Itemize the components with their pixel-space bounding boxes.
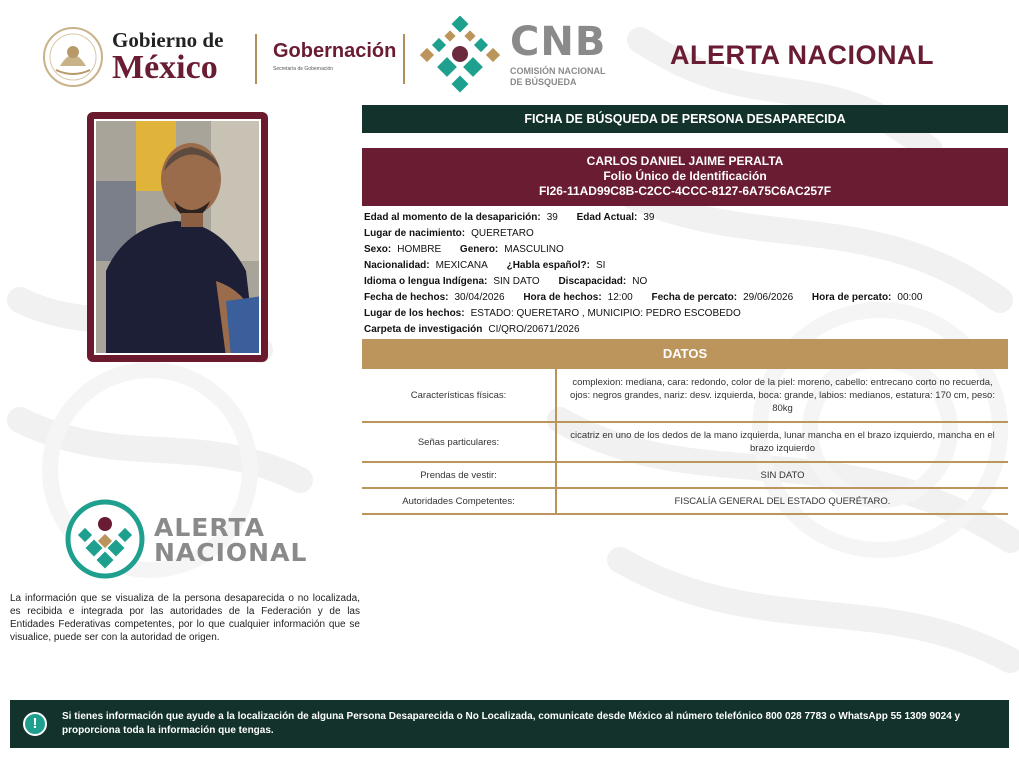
datos-key: Señas particulares: — [362, 422, 556, 462]
lugar-nacimiento-value: QUERETARO — [471, 228, 534, 239]
table-row — [362, 488, 1008, 514]
cnb-emblem-icon — [420, 16, 500, 94]
habla-label: ¿Habla español?: — [506, 260, 590, 271]
nacionalidad-label: Nacionalidad: — [364, 260, 430, 271]
sexo-label: Sexo: — [364, 244, 392, 255]
discapacidad-value: NO — [632, 276, 648, 287]
sexo-value: HOMBRE — [397, 244, 442, 255]
nacionalidad-value: MEXICANA — [435, 260, 488, 271]
gobierno-de-mexico-logo — [112, 30, 223, 85]
hora-hechos-label: Hora de hechos: — [523, 292, 602, 303]
person-name: CARLOS DANIEL JAIME PERALTA — [586, 154, 784, 168]
lugar-hechos-value: ESTADO: QUERETARO , MUNICIPIO: PEDRO ESCOBEDO — [470, 308, 741, 319]
datos-key: Prendas de vestir: — [362, 462, 556, 488]
folio-value: FI26-11AD99C8B-C2CC-4CCC-8127-6A75C6AC257F — [538, 184, 832, 198]
header — [0, 0, 1019, 100]
info-row-sexo — [364, 242, 1010, 258]
table-row — [362, 462, 1008, 488]
fecha-percato-value: 29/06/2026 — [743, 292, 794, 303]
coat-of-arms-icon — [42, 26, 104, 88]
alerta-nacional-title: ALERTA NACIONAL — [670, 40, 934, 70]
disclaimer-text: La información que se visualiza de la persona desaparecida o no localizada, es recibida e integrada por las autoridades de la Federación y de las Entidades Federativas competentes, por lo que cualquier información que se visualice, puede ser con la autoridad de origen. — [10, 593, 360, 643]
idioma-value: SIN DATO — [493, 276, 540, 287]
habla-value: SI — [595, 260, 606, 271]
info-row-lugar-hechos — [364, 306, 1010, 322]
genero-label: Genero: — [459, 244, 499, 255]
info-row-idioma — [364, 274, 1010, 290]
lugar-nacimiento-label: Lugar de nacimiento: — [364, 228, 466, 239]
person-name-banner — [362, 148, 1008, 206]
footer-text: Si tienes información que ayude a la localización de alguna Persona Desaparecida o No Localizada, comunicate desde México al número telefónico 800 028 7783 o WhatsApp 55 1309 9024 y proporciona toda la información que tengas. — [62, 711, 961, 736]
info-row-nacimiento — [364, 226, 1010, 242]
datos-value: complexion: mediana, cara: redondo, color de la piel: moreno, cabello: entrecano corto no recuerda, ojos: negros grandes, nariz: desv. izquierda, boca: grande, labios: medianos, estatura: 170 cm, peso: 80kg — [556, 369, 1008, 422]
person-photo — [94, 119, 261, 355]
gobernacion-logo — [273, 40, 396, 72]
header-divider — [255, 34, 257, 84]
cnb-subtitle-1: COMISIÓN NACIONAL — [510, 66, 606, 76]
datos-value: SIN DATO — [556, 462, 1008, 488]
gobernacion-subtitle: Secretaría de Gobernación — [273, 66, 334, 72]
carpeta-value: CI/QRO/20671/2026 — [488, 324, 580, 335]
info-row-edad — [364, 210, 1010, 226]
discapacidad-label: Discapacidad: — [558, 276, 627, 287]
table-row — [362, 422, 1008, 462]
datos-key: Autoridades Competentes: — [362, 488, 556, 514]
ficha-title-banner: FICHA DE BÚSQUEDA DE PERSONA DESAPARECIDA — [362, 105, 1008, 133]
info-row-nacionalidad — [364, 258, 1010, 274]
datos-value: cicatriz en uno de los dedos de la mano izquierda, lunar mancha en el brazo izquierdo, mancha en el brazo izquierdo — [556, 422, 1008, 462]
footer-banner — [10, 700, 1009, 748]
edad-actual-label: Edad Actual: — [576, 212, 638, 223]
fecha-percato-label: Fecha de percato: — [651, 292, 738, 303]
carpeta-label: Carpeta de investigación — [364, 324, 483, 335]
gobernacion-title: Gobernación — [273, 40, 397, 62]
alerta-nacional-emblem-icon — [64, 498, 146, 580]
edad-desaparicion-value: 39 — [546, 212, 558, 223]
edad-actual-value: 39 — [643, 212, 655, 223]
datos-header: DATOS — [362, 339, 1008, 369]
alerta-logo-line2: NACIONAL — [154, 538, 308, 567]
datos-key: Características físicas: — [362, 369, 556, 422]
info-row-fechas — [364, 290, 1010, 306]
exclamation-icon: ! — [23, 712, 47, 736]
table-row — [362, 369, 1008, 422]
person-photo-illustration — [96, 121, 261, 355]
cnb-logo — [510, 19, 607, 88]
alerta-nacional-logo-text — [154, 515, 307, 565]
person-info — [364, 210, 1010, 338]
gobierno-line1: Gobierno de — [112, 28, 224, 52]
hora-percato-label: Hora de percato: — [811, 292, 892, 303]
datos-table — [362, 369, 1008, 515]
gobierno-line2: México — [112, 49, 218, 86]
idioma-label: Idioma o lengua Indígena: — [364, 276, 488, 287]
hora-hechos-value: 12:00 — [607, 292, 633, 303]
cnb-acronym: CNB — [510, 19, 607, 65]
header-divider — [403, 34, 405, 84]
lugar-hechos-label: Lugar de los hechos: — [364, 308, 465, 319]
fecha-hechos-label: Fecha de hechos: — [364, 292, 449, 303]
datos-value: FISCALÍA GENERAL DEL ESTADO QUERÉTARO. — [556, 488, 1008, 514]
folio-label: Folio Único de Identificación — [603, 169, 767, 183]
fecha-hechos-value: 30/04/2026 — [454, 292, 505, 303]
edad-desaparicion-label: Edad al momento de la desaparición: — [364, 212, 541, 223]
alerta-logo-line1: ALERTA — [154, 513, 265, 542]
hora-percato-value: 00:00 — [897, 292, 923, 303]
cnb-subtitle-2: DE BÚSQUEDA — [510, 77, 577, 87]
genero-value: MASCULINO — [504, 244, 564, 255]
photo-frame — [87, 112, 268, 362]
info-row-carpeta — [364, 322, 1010, 338]
